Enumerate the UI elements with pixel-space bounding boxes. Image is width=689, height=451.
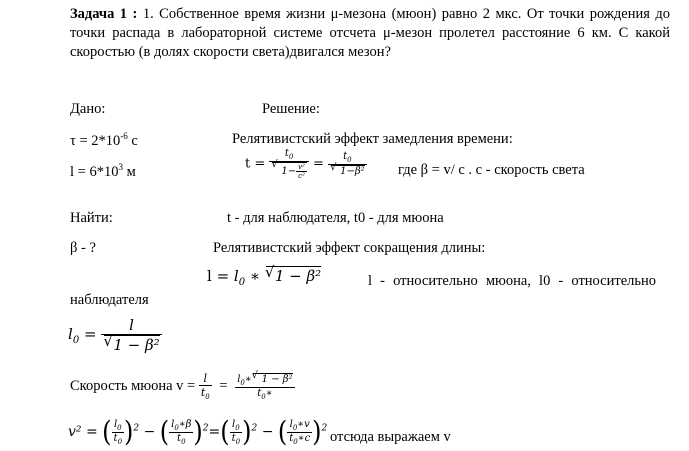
muon-speed-label: Скорость мюона v = xyxy=(70,377,196,394)
conclusion-text: отсюда выражаем v xyxy=(330,429,451,445)
length-contraction-title: Релятивистский эффект сокращения длины: xyxy=(213,240,486,256)
length-contraction-formula: $l = l_0$ ∗ √ 1 − β² xyxy=(207,266,321,288)
find-beta: β - ? xyxy=(70,240,96,256)
proper-length-formula: $l_0$ = l √ 1 − β² xyxy=(68,316,162,354)
length-note-cont: наблюдателя xyxy=(70,292,149,308)
given-tau: $\tau = 2*10^{-6}$ с xyxy=(70,131,138,149)
given-length: $l = 6*10^3$ м xyxy=(70,162,136,180)
beta-definition: где β = v/ с . с - скорость света xyxy=(398,162,585,178)
length-note: l - относительно мюона, l0 - относительно xyxy=(368,273,656,289)
observer-note: t - для наблюдателя, t0 - для мюона xyxy=(227,210,444,226)
given-header: Дано: xyxy=(70,101,106,117)
problem-statement xyxy=(70,5,670,62)
problem-label: Задача 1 : xyxy=(70,6,138,22)
time-dilation-title: Релятивистский эффект замедления времени: xyxy=(232,131,513,147)
velocity-squared-formula: v² = ( $\frac{l_0}{t_0}$ )$^2$ − ( $\frac{l_0∗\beta}{t_0}$ )$^2$=( $\frac{l_0}{t_0}$ )$^2$ − ( $\frac{l_0∗v}{t_0∗c}$ )$^2$ xyxy=(68,415,328,449)
time-dilation-formula: t = $t_0$ √ 1− $\frac{\text{v²}}{\text{c²}}$ = $t_0$ √ 1−β² xyxy=(245,148,367,180)
problem-text: 1. Собственное время жизни μ-мезона (мюон) равно 2 мкс. От точки рождения до точки распада в лабораторной системе отсчета μ-мезон пролетел расстояние 6 км. С какой скоростью (в долях скорости света)двигался мезон? xyxy=(70,6,670,60)
find-header: Найти: xyxy=(70,210,113,226)
solution-header: Решение: xyxy=(262,101,320,117)
muon-speed-formula: Скорость мюона v = $\frac{l}{t_0}$ = $\frac{l_0∗√ 1 - \beta^2}{t_0∗}$ xyxy=(70,372,295,401)
